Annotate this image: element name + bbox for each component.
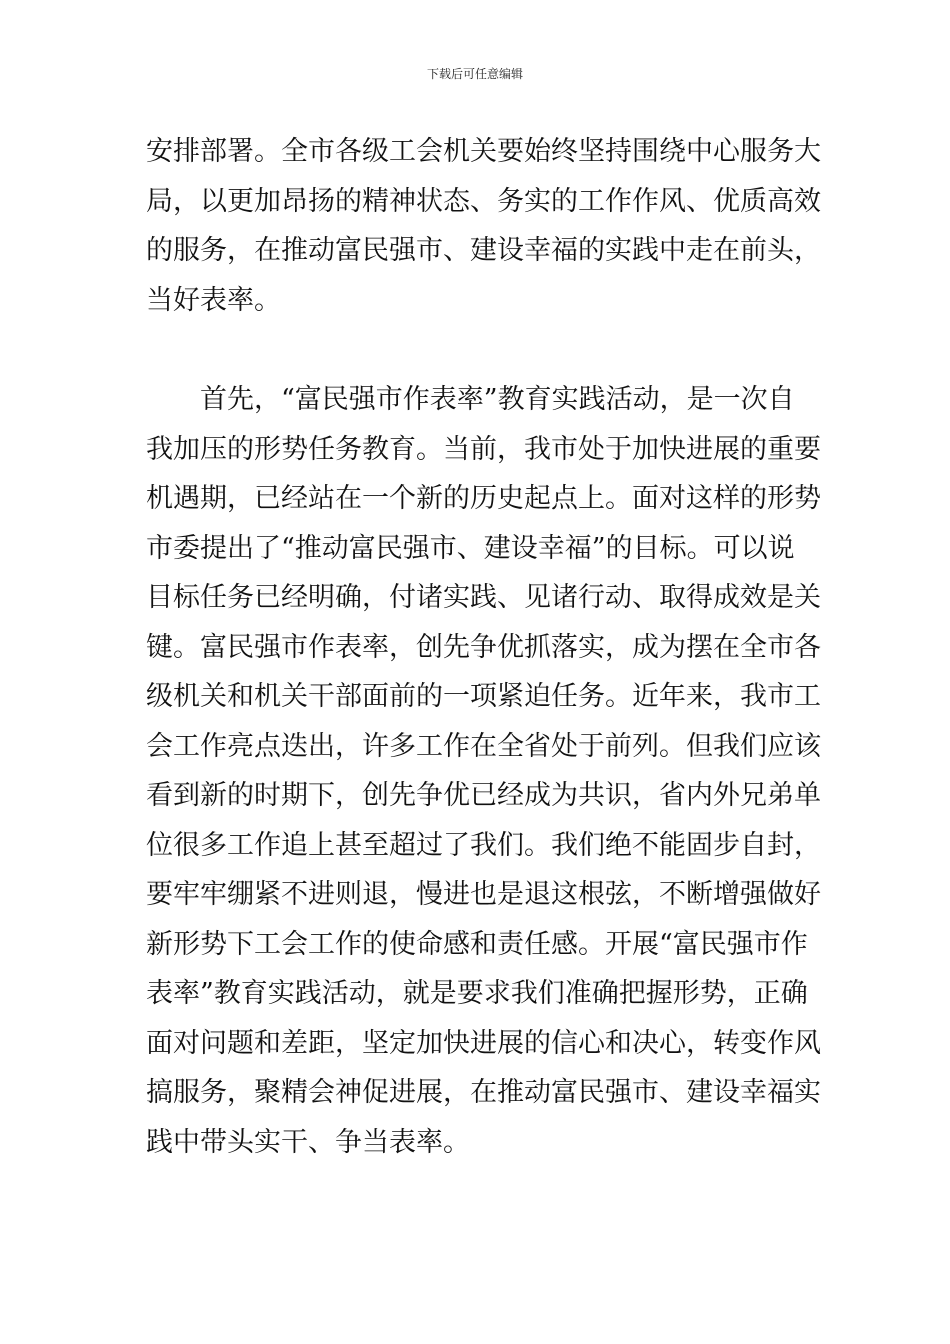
paragraph-line: 级机关和机关干部面前的一项紧迫任务。近年来，我市工: [146, 681, 821, 712]
paragraph-2: [146, 375, 821, 1167]
paragraph-line: 机遇期，已经站在一个新的历史起点上。面对这样的形势: [146, 483, 821, 514]
paragraph-line: 当好表率。: [146, 284, 281, 316]
paragraph-1: [146, 127, 821, 325]
paragraph-line: 目标任务已经明确，付诸实践、见诸行动、取得成效是关: [146, 582, 821, 613]
paragraph-line: 会工作亮点迭出，许多工作在全省处于前列。但我们应该: [146, 730, 821, 762]
paragraph-line: 首先，“富民强市作表率”教育实践活动，是一次自: [200, 384, 795, 415]
paragraph-line: 局，以更加昂扬的精神状态、务实的工作作风、优质高效: [146, 185, 821, 217]
paragraph-line: 的服务，在推动富民强市、建设幸福的实践中走在前头，: [146, 235, 821, 266]
header-note: 下载后可任意编辑: [426, 67, 523, 81]
paragraph-line: 践中带头实干、争当表率。: [146, 1126, 470, 1158]
paragraph-line: 表率”教育实践活动，就是要求我们准确把握形势，正确: [146, 978, 808, 1009]
paragraph-line: 位很多工作追上甚至超过了我们。我们绝不能固步自封，: [146, 829, 821, 861]
paragraph-line: 搞服务，聚精会神促进展，在推动富民强市、建设幸福实: [146, 1077, 821, 1108]
paragraph-line: 面对问题和差距，坚定加快进展的信心和决心，转变作风: [146, 1027, 821, 1059]
paragraph-line: 我加压的形势任务教育。当前，我市处于加快进展的重要: [146, 433, 821, 465]
paragraph-line: 新形势下工会工作的使命感和责任感。开展“富民强市作: [146, 928, 808, 960]
paragraph-line: 安排部署。全市各级工会机关要始终坚持围绕中心服务大: [146, 136, 821, 167]
paragraph-line: 看到新的时期下，创先争优已经成为共识，省内外兄弟单: [146, 780, 821, 811]
paragraph-line: 要牢牢绷紧不进则退，慢进也是退这根弦，不断增强做好: [146, 879, 821, 910]
paragraph-line: 键。富民强市作表率，创先争优抓落实，成为摆在全市各: [146, 631, 821, 663]
paragraph-line: 市委提出了“推动富民强市、建设幸福”的目标。可以说: [146, 532, 795, 564]
